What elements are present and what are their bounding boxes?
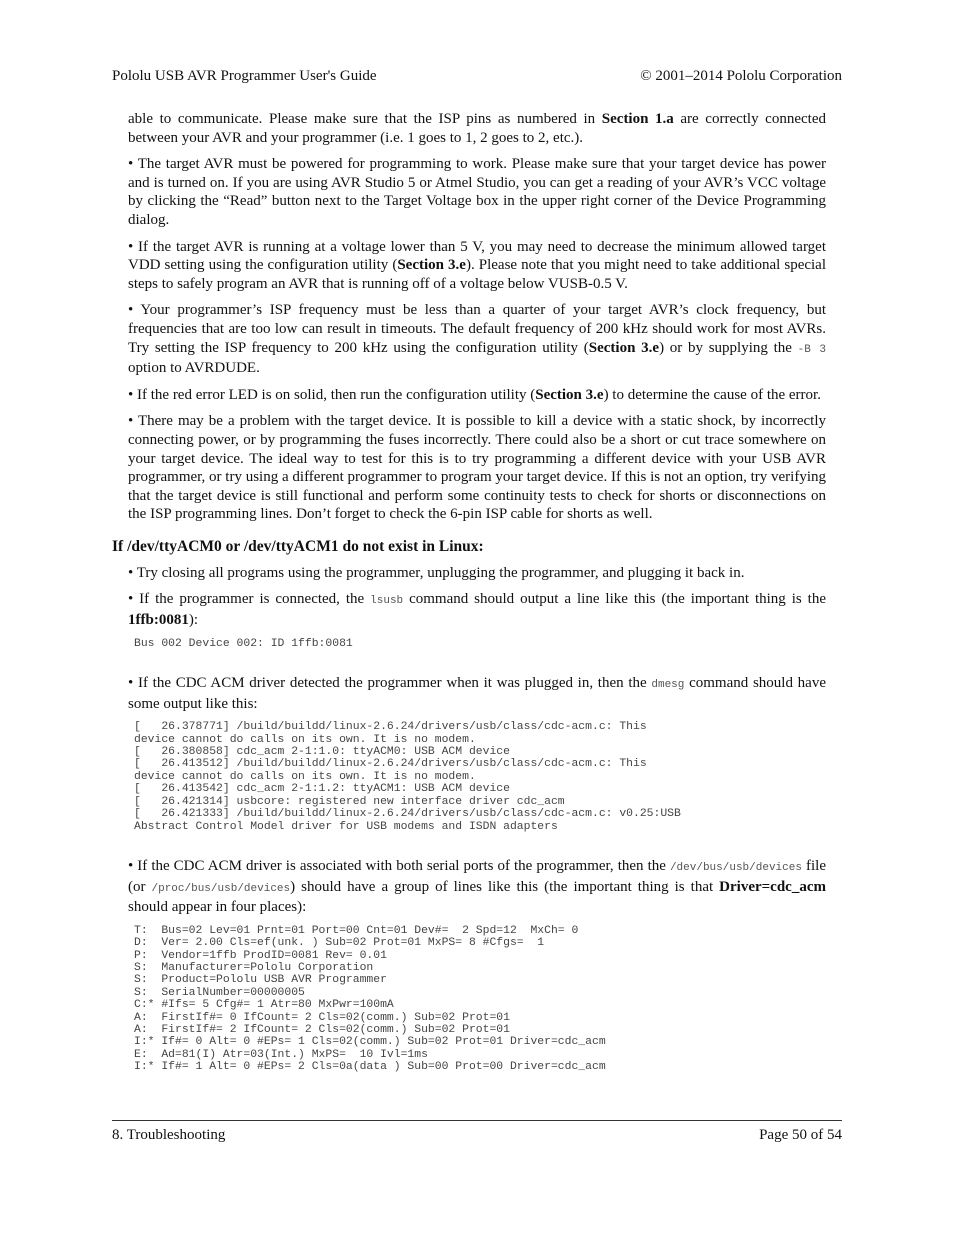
inline-code: dmesg: [651, 679, 685, 692]
bullet-dmesg: • If the CDC ACM driver detected the programmer when it was plugged in, then the dmesg command should have some output like this:: [128, 675, 826, 712]
footer-divider: [112, 1120, 842, 1121]
section-heading: If /dev/ttyACM0 or /dev/ttyACM1 do not exist in Linux:: [112, 537, 484, 555]
header-title: Pololu USB AVR Programmer User's Guide: [112, 68, 377, 84]
bullet-target-power: • The target AVR must be powered for programming to work. Please make sure that your target device has power and is turned on. If you are using AVR Studio 5 or Atmel Studio, you can get a reading of your AVR’s VCC voltage by clicking the “Read” button next to the Target Voltage box in the upper right corner of the Device Programming dialog.: [128, 156, 826, 228]
page-footer: [112, 1127, 842, 1147]
bold-driver: Driver=cdc_acm: [719, 878, 826, 895]
section-link: Section 3.e: [535, 386, 604, 403]
bullet-lsusb: • If the programmer is connected, the lsusb command should output a line like this (the important thing is the 1ffb:0081):: [128, 591, 826, 629]
code-block-dmesg: [ 26.378771] /build/buildd/linux-2.6.24/drivers/usb/class/cdc-acm.c: This device cannot do calls on its own. It is no modem. [ 26.380858] cdc_acm 2-1:1.0: ttyACM0: USB ACM device [ 26.413512] /build/buildd/linux-2.6.24/drivers/usb/class/cdc-acm.c: This device cannot do calls on its own. It is no modem. [ 26.413542] cdc_acm 2-1:1.2: ttyACM1: USB ACM device [ 26.421314] usbcore: registered new interface driver cdc_acm [ 26.421333] /build/buildd/linux-2.6.24/drivers/usb/class/cdc-acm.c: v0.25:USB Abstract Control Model driver for USB modems and ISDN adapters: [134, 721, 681, 833]
paragraph-isp-pins: able to communicate. Please make sure that the ISP pins as numbered in Section 1.a are correctly connected between your AVR and your programmer (i.e. 1 goes to 1, 2 goes to 2, etc.).: [128, 111, 826, 146]
inline-code: /dev/bus/usb/devices: [669, 861, 802, 874]
bullet-target-device: • There may be a problem with the target device. It is possible to kill a device with a static shock, by incorrectly connecting power, or by programming the fuses incorrectly. There could also be a short or cut trace somewhere on your target device. The ideal way to test for this is to try programming a different device with your USB AVR programmer, or try using a different programmer to program your target device. If this is not an option, try verifying that the target device is still functional and perform some continuity tests to check for shorts or disconnections on the ISP programming lines. Don’t forget to check the 6-pin ISP cable for shorts as well.: [128, 413, 826, 523]
bullet-target-voltage: • If the target AVR is running at a voltage lower than 5 V, you may need to decrease the minimum allowed target VDD setting using the configuration utility (Section 3.e). Please note that you might need to take additional special steps to safely program an AVR that is running off of a voltage below VUSB-0.5 V.: [128, 238, 827, 292]
inline-code: -B 3: [797, 343, 827, 356]
header-copyright: © 2001–2014 Pololu Corporation: [640, 68, 842, 84]
page-content: [112, 110, 826, 1090]
inline-code: lsusb: [370, 595, 404, 608]
bullet-isp-frequency: • Your programmer’s ISP frequency must be less than a quarter of your target AVR’s clock frequency, but frequencies that are too low can result in timeouts. The default frequency of 200 kHz should work for most AVRs. Try setting the ISP frequency to 200 kHz using the configuration utility (Section 3.e) or by supplying the -B 3 option to AVRDUDE.: [128, 302, 827, 377]
bullet-red-led: • If the red error LED is on solid, then run the configuration utility (Section 3.e) to determine the cause of the error.: [128, 386, 821, 403]
bold-id: 1ffb:0081: [128, 612, 189, 629]
section-link: Section 3.e: [397, 257, 466, 274]
inline-code: /proc/bus/usb/devices: [151, 882, 291, 895]
footer-chapter: 8. Troubleshooting: [112, 1127, 226, 1143]
page-header: [112, 68, 842, 90]
bullet-replug: • Try closing all programs using the programmer, unplugging the programmer, and plugging it back in.: [128, 564, 745, 581]
section-link: Section 3.e: [588, 339, 660, 356]
footer-page-number: Page 50 of 54: [759, 1127, 842, 1143]
section-link: Section 1.a: [601, 111, 674, 127]
bullet-devices-file: • If the CDC ACM driver is associated with both serial ports of the programmer, then the /dev/bus/usb/devices file (or /proc/bus/usb/devices) should have a group of lines like this (the important thing is that Driver=cdc_acm should appear in four places):: [128, 857, 826, 916]
code-block-lsusb: Bus 002 Device 002: ID 1ffb:0081: [134, 637, 353, 650]
code-block-devices: T: Bus=02 Lev=01 Prnt=01 Port=00 Cnt=01 Dev#= 2 Spd=12 MxCh= 0 D: Ver= 2.00 Cls=ef(unk. ) Sub=02 Prot=01 MxPS= 8 #Cfgs= 1 P: Vendor=1ffb ProdID=0081 Rev= 0.01 S: Manufacturer=Pololu Corporation S: Product=Pololu USB AVR Programmer S: SerialNumber=00000005 C:* #Ifs= 5 Cfg#= 1 Atr=80 MxPwr=100mA A: FirstIf#= 0 IfCount= 2 Cls=02(comm.) Sub=02 Prot=01 A: FirstIf#= 2 IfCount= 2 Cls=02(comm.) Sub=02 Prot=01 I:* If#= 0 Alt= 0 #EPs= 1 Cls=02(comm.) Sub=02 Prot=01 Driver=cdc_acm E: Ad=81(I) Atr=03(Int.) MxPS= 10 Ivl=1ms I:* If#= 1 Alt= 0 #EPs= 2 Cls=0a(data ) Sub=00 Prot=00 Driver=cdc_acm: [134, 924, 606, 1074]
